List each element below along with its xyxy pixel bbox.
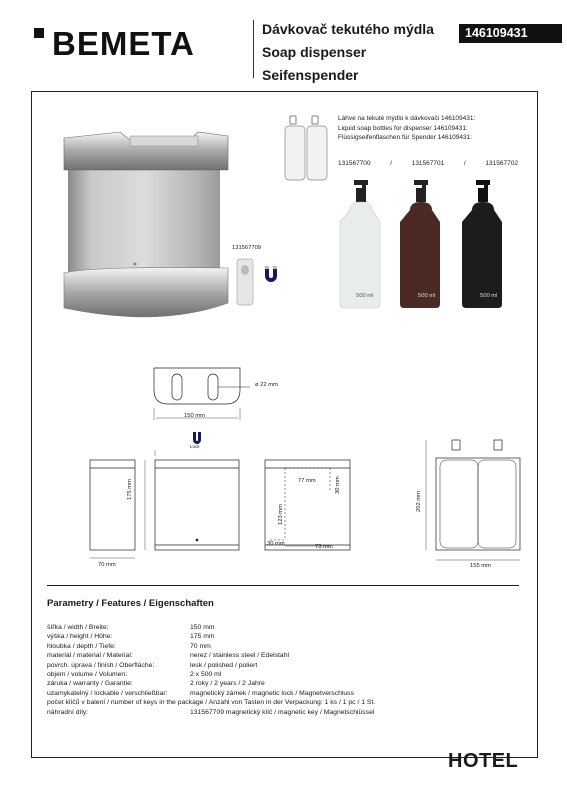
bottles-info-cz: Láhve na tekuté mýdlo k dávkovači 146109431:	[338, 115, 476, 122]
param-value: 2 roky / 2 years / 2 Jahre	[190, 680, 265, 688]
param-row	[47, 632, 375, 641]
param-value: 2 x 500 ml	[190, 671, 222, 679]
bottles-info-en: Liquid soap bottles for dispenser 146109431:	[338, 124, 468, 132]
dim-bottles-width: 155 mm	[470, 563, 491, 569]
bottle-codes	[338, 159, 518, 169]
param-value: 70 mm	[190, 642, 211, 650]
param-label: šířka / width / Breite:	[47, 624, 109, 631]
bottle-code: 131567701	[411, 160, 445, 167]
param-label: výška / height / Höhe:	[47, 633, 113, 641]
product-photo	[60, 128, 235, 333]
dim-fix-top: 77 mm	[298, 478, 316, 484]
category-label: HOTEL	[448, 750, 519, 772]
dim-depth: 70 mm	[98, 562, 116, 568]
title-en: Soap dispenser	[262, 44, 367, 60]
bottle-volume-label: 500 ml	[418, 293, 436, 299]
bottle-volume-label: 500 ml	[356, 293, 374, 299]
side-view	[90, 460, 135, 550]
dim-fix-bottom-width: 73 mm	[315, 544, 333, 550]
dim-fix-vertical: 123 mm	[278, 504, 284, 525]
bottle-clear	[340, 180, 380, 308]
param-label: náhradní díly:	[47, 708, 89, 716]
param-row	[47, 708, 375, 717]
param-row	[47, 642, 375, 651]
magnet-icon	[263, 264, 279, 289]
param-row	[47, 689, 375, 698]
code-separator: /	[463, 160, 466, 167]
param-value: magnetický zámek / magnetic lock / Magnetverschluss	[190, 689, 354, 697]
param-row	[47, 623, 375, 632]
front-view	[155, 460, 239, 550]
header-divider	[253, 20, 254, 78]
bottle-code: 131567702	[485, 160, 518, 167]
bottle-amber	[400, 180, 440, 308]
title-block	[262, 18, 434, 87]
param-label: povrch. úprava / finish / Oberfläche:	[47, 661, 155, 669]
dim-hole-diameter: ø 22 mm	[255, 382, 278, 388]
param-value: 175 mm	[190, 633, 215, 641]
logo-text: BEMETA	[52, 25, 195, 62]
param-value: 150 mm	[190, 624, 215, 631]
section-divider	[47, 585, 519, 586]
bottles-info-de: Flüssigseifenflaschen für Spender 146109431:	[338, 134, 473, 141]
param-value: 131567709 magnetický klíč / magnetic key / Magnetschlüssel	[190, 708, 375, 716]
param-value: nerez / stainless steel / Edelstahl	[190, 652, 289, 660]
dim-fix-bottom: 30 mm	[267, 541, 285, 547]
param-label: materiál / material / Material:	[47, 652, 133, 660]
param-label: hloubka / depth / Tiefe:	[47, 642, 116, 650]
param-label: záruka / warranty / Garantie:	[47, 680, 133, 688]
param-value: 1 ks / 1 pc / 1 St.	[324, 699, 376, 707]
param-row	[47, 670, 375, 679]
params-title: Parametry / Features / Eigenschaften	[47, 598, 214, 609]
param-row	[47, 651, 375, 660]
param-row	[47, 661, 375, 670]
top-view	[154, 368, 240, 404]
param-label: uzamykatelný / lockable / verschließbar:	[47, 689, 168, 697]
lock-label: Lock	[190, 444, 200, 449]
code-separator: /	[390, 160, 393, 167]
bottle-code: 131567700	[338, 160, 371, 167]
dim-fix-right: 30 mm	[335, 476, 341, 494]
param-label: počet klíčů v balení / number of keys in the package / Anzahl von Tasten in der Verpackung:	[47, 699, 323, 707]
param-value: lesk / polished / poliert	[190, 661, 258, 669]
key-code: 131567709	[232, 245, 262, 251]
param-label: objem / volume / Volumen:	[47, 671, 128, 679]
title-de: Seifenspender	[262, 67, 359, 83]
dim-height: 175 mm	[127, 479, 133, 500]
title-cz: Dávkovač tekutého mýdla	[262, 21, 434, 37]
technical-drawings	[80, 360, 530, 580]
bottle-volume-label: 500 ml	[480, 293, 498, 299]
dim-bottles-height: 202 mm	[416, 491, 422, 512]
params-table	[47, 623, 375, 717]
bottles-info	[338, 114, 475, 143]
param-row	[47, 698, 375, 707]
param-row	[47, 679, 375, 688]
product-code: 146109431	[459, 24, 562, 43]
bottle-black	[462, 180, 502, 308]
dim-width: 150 mm	[184, 413, 205, 419]
brand-logo	[32, 18, 232, 64]
inner-bottles-icon	[282, 114, 330, 189]
